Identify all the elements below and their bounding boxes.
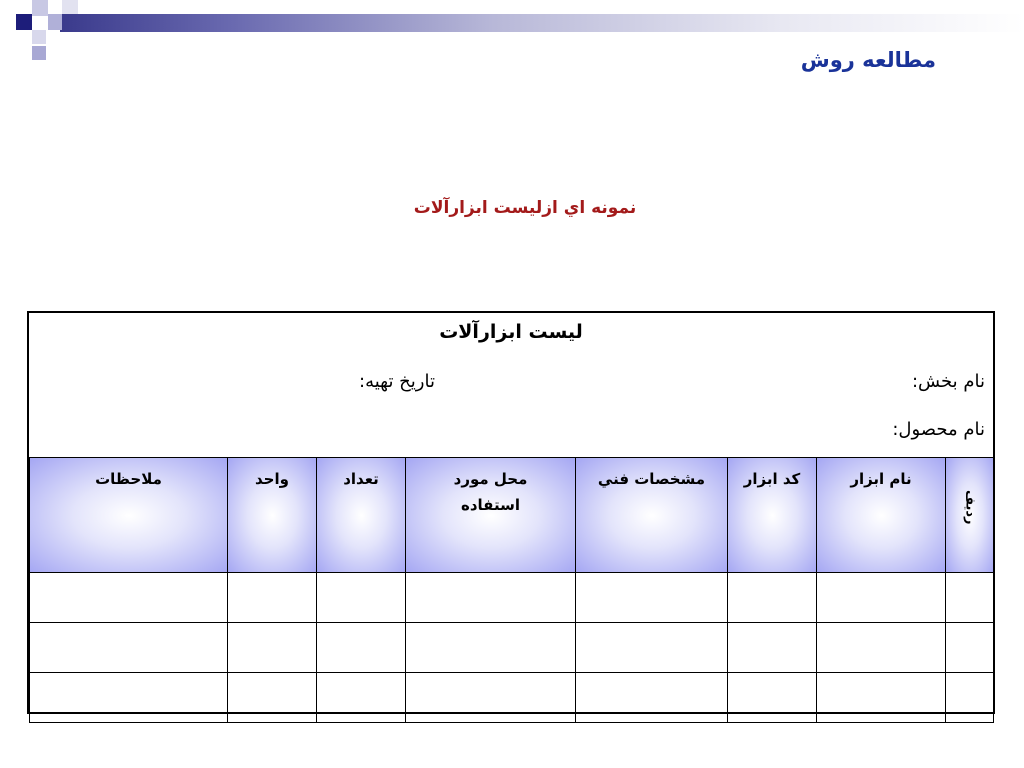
- deco-square: [48, 14, 62, 30]
- header-gradient-bar: [60, 14, 1024, 32]
- tools-list-form: [27, 311, 995, 714]
- table-cell[interactable]: [728, 673, 817, 723]
- table-cell[interactable]: [817, 573, 946, 623]
- column-header-usage-location: محل مورد استفاده: [406, 458, 576, 573]
- table-cell[interactable]: [946, 673, 994, 723]
- column-header-quantity: تعداد: [317, 458, 406, 573]
- column-header-row-number: رديف: [946, 458, 994, 573]
- table-cell[interactable]: [317, 623, 406, 673]
- table-cell[interactable]: [946, 623, 994, 673]
- table-cell[interactable]: [728, 573, 817, 623]
- deco-square: [32, 0, 48, 16]
- table-cell[interactable]: [317, 573, 406, 623]
- table-row: [30, 623, 994, 673]
- table-row: [30, 673, 994, 723]
- table-cell[interactable]: [317, 673, 406, 723]
- column-header-unit: واحد: [228, 458, 317, 573]
- column-header-tool-code: كد ابزار: [728, 458, 817, 573]
- department-field-label: نام بخش:: [911, 371, 985, 392]
- deco-square: [32, 46, 46, 60]
- form-header: [29, 313, 993, 457]
- table-cell[interactable]: [817, 673, 946, 723]
- slide-title: مطالعه روش: [800, 48, 936, 72]
- slide-subtitle: نمونه اي ازليست ابزارآلات: [413, 198, 637, 218]
- table-cell[interactable]: [30, 623, 228, 673]
- table-cell[interactable]: [406, 573, 576, 623]
- table-cell[interactable]: [228, 573, 317, 623]
- table-cell[interactable]: [576, 573, 728, 623]
- table-cell[interactable]: [228, 623, 317, 673]
- deco-square: [32, 30, 46, 44]
- form-title: ليست ابزارآلات: [439, 321, 583, 343]
- table-cell[interactable]: [30, 573, 228, 623]
- table-cell[interactable]: [576, 623, 728, 673]
- column-header-tool-name: نام ابزار: [817, 458, 946, 573]
- table-cell[interactable]: [406, 623, 576, 673]
- table-cell[interactable]: [30, 673, 228, 723]
- date-field-label: تاريخ تهيه:: [359, 371, 435, 392]
- table-cell[interactable]: [728, 623, 817, 673]
- table-header-row: [30, 458, 994, 573]
- column-header-specifications: مشخصات فني: [576, 458, 728, 573]
- table-cell[interactable]: [228, 673, 317, 723]
- table-cell[interactable]: [576, 673, 728, 723]
- deco-square: [16, 14, 32, 30]
- deco-square: [62, 0, 78, 14]
- table-row: [30, 573, 994, 623]
- product-field-label: نام محصول:: [892, 419, 985, 440]
- column-header-notes: ملاحظات: [30, 458, 228, 573]
- tools-table: [29, 457, 994, 723]
- table-cell[interactable]: [817, 623, 946, 673]
- table-cell[interactable]: [946, 573, 994, 623]
- table-cell[interactable]: [406, 673, 576, 723]
